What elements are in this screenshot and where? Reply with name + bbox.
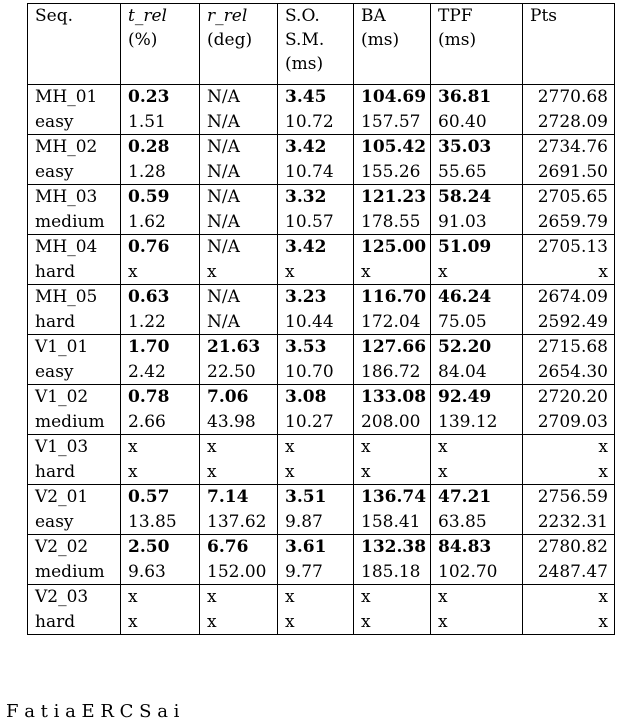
cell-seq: hard: [28, 260, 121, 285]
cell-trel: x: [121, 435, 200, 460]
cell-ba: 104.69: [354, 85, 431, 110]
table-row: [28, 110, 615, 135]
cell-so: 3.42: [278, 135, 354, 160]
table-row: [28, 310, 615, 335]
cell-tpf: x: [431, 260, 523, 285]
table-row: [28, 585, 615, 610]
cell-rrel: 152.00: [200, 560, 278, 585]
table-row: [28, 260, 615, 285]
cell-tpf: 36.81: [431, 85, 523, 110]
cell-rrel: 43.98: [200, 410, 278, 435]
cell-rrel: 137.62: [200, 510, 278, 535]
cell-ba: x: [354, 260, 431, 285]
cell-rrel: N/A: [200, 135, 278, 160]
cell-so: 3.42: [278, 235, 354, 260]
cell-so: 3.53: [278, 335, 354, 360]
cell-pts: 2654.30: [523, 360, 615, 385]
table-row: [28, 560, 615, 585]
table-row: [28, 160, 615, 185]
table-row: [28, 510, 615, 535]
table-row: [28, 535, 615, 560]
cell-pts: 2691.50: [523, 160, 615, 185]
table-row: [28, 210, 615, 235]
cell-trel: 1.28: [121, 160, 200, 185]
cell-ba: 185.18: [354, 560, 431, 585]
cell-so: x: [278, 260, 354, 285]
table-body: [28, 85, 615, 635]
cell-seq: easy: [28, 360, 121, 385]
cell-seq: MH_05: [28, 285, 121, 310]
cell-so: 3.32: [278, 185, 354, 210]
header-so: S.O. S.M. (ms): [278, 4, 354, 85]
cell-pts: 2674.09: [523, 285, 615, 310]
table-row: [28, 610, 615, 635]
cell-ba: 116.70: [354, 285, 431, 310]
cell-seq: medium: [28, 210, 121, 235]
cell-so: 3.08: [278, 385, 354, 410]
cell-seq: easy: [28, 510, 121, 535]
header-seq: Seq.: [28, 4, 121, 85]
cell-trel: 0.63: [121, 285, 200, 310]
cell-so: 3.51: [278, 485, 354, 510]
table-row: [28, 410, 615, 435]
cell-tpf: 139.12: [431, 410, 523, 435]
cell-pts: 2232.31: [523, 510, 615, 535]
cell-so: 3.61: [278, 535, 354, 560]
cell-tpf: x: [431, 435, 523, 460]
cell-seq: hard: [28, 610, 121, 635]
cell-trel: 1.51: [121, 110, 200, 135]
cell-pts: x: [523, 610, 615, 635]
cell-seq: easy: [28, 110, 121, 135]
cell-seq: MH_01: [28, 85, 121, 110]
header-tpf: TPF (ms): [431, 4, 523, 85]
cell-pts: 2728.09: [523, 110, 615, 135]
cell-so: 3.23: [278, 285, 354, 310]
cell-ba: x: [354, 460, 431, 485]
header-row: [28, 4, 615, 85]
cell-ba: 157.57: [354, 110, 431, 135]
cell-tpf: x: [431, 460, 523, 485]
header-ba: BA (ms): [354, 4, 431, 85]
cell-pts: 2780.82: [523, 535, 615, 560]
cell-pts: x: [523, 460, 615, 485]
table-row: [28, 235, 615, 260]
cell-so: 10.72: [278, 110, 354, 135]
cell-so: 3.45: [278, 85, 354, 110]
cell-rrel: 7.14: [200, 485, 278, 510]
cell-tpf: 75.05: [431, 310, 523, 335]
cell-trel: 2.42: [121, 360, 200, 385]
cell-ba: 155.26: [354, 160, 431, 185]
cell-trel: x: [121, 460, 200, 485]
cell-ba: x: [354, 435, 431, 460]
table-row: [28, 85, 615, 110]
table-row: [28, 135, 615, 160]
cell-so: 10.27: [278, 410, 354, 435]
cell-trel: 13.85: [121, 510, 200, 535]
cell-trel: x: [121, 260, 200, 285]
cell-pts: 2770.68: [523, 85, 615, 110]
cell-so: x: [278, 460, 354, 485]
cell-ba: 133.08: [354, 385, 431, 410]
cell-pts: 2705.13: [523, 235, 615, 260]
cell-pts: 2592.49: [523, 310, 615, 335]
cell-trel: 0.59: [121, 185, 200, 210]
cell-tpf: 63.85: [431, 510, 523, 535]
cell-seq: V1_02: [28, 385, 121, 410]
cell-ba: 105.42: [354, 135, 431, 160]
cell-tpf: 102.70: [431, 560, 523, 585]
table-row: [28, 460, 615, 485]
caption: F a t i a E R C S a i: [6, 701, 180, 718]
cell-ba: 208.00: [354, 410, 431, 435]
cell-seq: MH_03: [28, 185, 121, 210]
cell-tpf: 55.65: [431, 160, 523, 185]
cell-so: 10.57: [278, 210, 354, 235]
cell-seq: hard: [28, 310, 121, 335]
cell-so: 10.70: [278, 360, 354, 385]
cell-so: x: [278, 435, 354, 460]
cell-rrel: 21.63: [200, 335, 278, 360]
cell-tpf: 60.40: [431, 110, 523, 135]
cell-ba: 136.74: [354, 485, 431, 510]
cell-seq: medium: [28, 410, 121, 435]
cell-rrel: N/A: [200, 85, 278, 110]
cell-rrel: x: [200, 435, 278, 460]
cell-pts: 2756.59: [523, 485, 615, 510]
table-row: [28, 435, 615, 460]
cell-so: x: [278, 610, 354, 635]
cell-tpf: 46.24: [431, 285, 523, 310]
cell-trel: 0.23: [121, 85, 200, 110]
cell-seq: MH_04: [28, 235, 121, 260]
cell-seq: easy: [28, 160, 121, 185]
table-row: [28, 335, 615, 360]
cell-seq: MH_02: [28, 135, 121, 160]
cell-pts: 2709.03: [523, 410, 615, 435]
results-table: [27, 3, 615, 635]
cell-tpf: 91.03: [431, 210, 523, 235]
cell-pts: 2705.65: [523, 185, 615, 210]
cell-pts: x: [523, 260, 615, 285]
cell-ba: x: [354, 610, 431, 635]
cell-rrel: x: [200, 460, 278, 485]
table-row: [28, 360, 615, 385]
cell-ba: 127.66: [354, 335, 431, 360]
cell-seq: V1_01: [28, 335, 121, 360]
cell-tpf: x: [431, 585, 523, 610]
cell-ba: 178.55: [354, 210, 431, 235]
cell-tpf: 51.09: [431, 235, 523, 260]
cell-trel: 0.78: [121, 385, 200, 410]
cell-tpf: 84.04: [431, 360, 523, 385]
cell-rrel: x: [200, 260, 278, 285]
cell-seq: hard: [28, 460, 121, 485]
cell-so: 10.74: [278, 160, 354, 185]
cell-pts: 2734.76: [523, 135, 615, 160]
cell-rrel: x: [200, 585, 278, 610]
cell-tpf: x: [431, 610, 523, 635]
cell-so: 9.87: [278, 510, 354, 535]
cell-rrel: N/A: [200, 160, 278, 185]
cell-rrel: 22.50: [200, 360, 278, 385]
cell-ba: 186.72: [354, 360, 431, 385]
cell-rrel: x: [200, 610, 278, 635]
cell-trel: 0.57: [121, 485, 200, 510]
cell-seq: V2_01: [28, 485, 121, 510]
cell-tpf: 47.21: [431, 485, 523, 510]
cell-ba: 132.38: [354, 535, 431, 560]
header-rrel: r_rel (deg): [200, 4, 278, 85]
cell-so: x: [278, 585, 354, 610]
cell-ba: 158.41: [354, 510, 431, 535]
cell-ba: x: [354, 585, 431, 610]
cell-rrel: 6.76: [200, 535, 278, 560]
cell-trel: 1.22: [121, 310, 200, 335]
cell-pts: 2487.47: [523, 560, 615, 585]
cell-seq: V2_03: [28, 585, 121, 610]
cell-pts: 2720.20: [523, 385, 615, 410]
cell-so: 10.44: [278, 310, 354, 335]
header-pts: Pts: [523, 4, 615, 85]
cell-pts: x: [523, 435, 615, 460]
cell-trel: 0.28: [121, 135, 200, 160]
cell-ba: 125.00: [354, 235, 431, 260]
cell-trel: 1.62: [121, 210, 200, 235]
cell-ba: 172.04: [354, 310, 431, 335]
cell-rrel: N/A: [200, 110, 278, 135]
cell-trel: 0.76: [121, 235, 200, 260]
cell-pts: 2659.79: [523, 210, 615, 235]
cell-pts: 2715.68: [523, 335, 615, 360]
cell-trel: 2.50: [121, 535, 200, 560]
cell-so: 9.77: [278, 560, 354, 585]
cell-seq: V2_02: [28, 535, 121, 560]
table-row: [28, 285, 615, 310]
cell-seq: medium: [28, 560, 121, 585]
cell-rrel: N/A: [200, 285, 278, 310]
cell-rrel: N/A: [200, 185, 278, 210]
cell-trel: 1.70: [121, 335, 200, 360]
cell-rrel: 7.06: [200, 385, 278, 410]
cell-tpf: 35.03: [431, 135, 523, 160]
cell-ba: 121.23: [354, 185, 431, 210]
cell-tpf: 84.83: [431, 535, 523, 560]
header-trel: t_rel (%): [121, 4, 200, 85]
cell-trel: 9.63: [121, 560, 200, 585]
cell-rrel: N/A: [200, 210, 278, 235]
table-row: [28, 185, 615, 210]
cell-rrel: N/A: [200, 310, 278, 335]
cell-tpf: 58.24: [431, 185, 523, 210]
table-row: [28, 385, 615, 410]
cell-tpf: 52.20: [431, 335, 523, 360]
table-row: [28, 485, 615, 510]
cell-trel: x: [121, 610, 200, 635]
cell-seq: V1_03: [28, 435, 121, 460]
cell-trel: 2.66: [121, 410, 200, 435]
cell-rrel: N/A: [200, 235, 278, 260]
cell-pts: x: [523, 585, 615, 610]
cell-tpf: 92.49: [431, 385, 523, 410]
cell-trel: x: [121, 585, 200, 610]
